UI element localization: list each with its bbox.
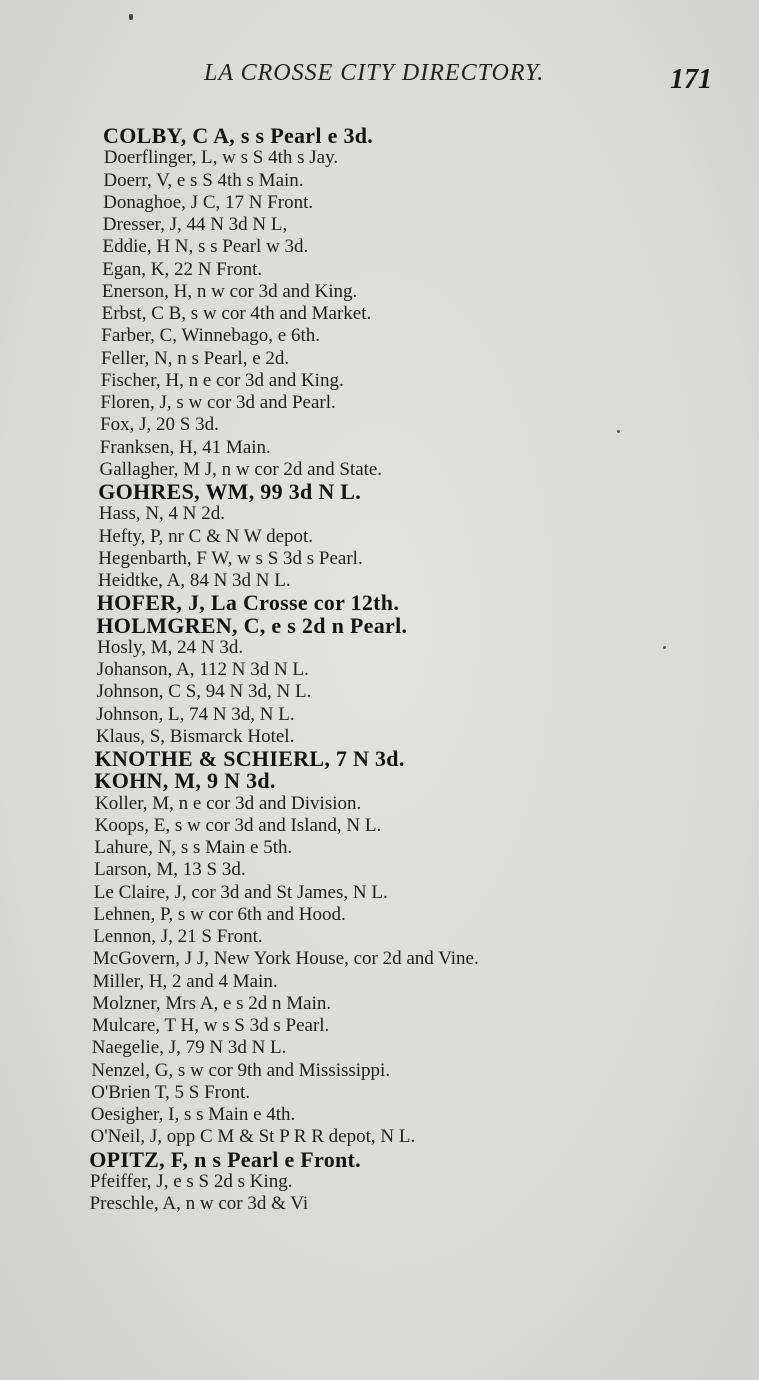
directory-entry: Naegelie, J, 79 N 3d N L. (91, 1037, 287, 1059)
directory-entry: Fox, J, 20 S 3d. (100, 414, 219, 436)
directory-entry-bold: GOHRES, WM, 99 3d N L. (98, 479, 362, 504)
directory-entry: Hefty, P, nr C & N W depot. (98, 525, 314, 547)
directory-entry: Fischer, H, n e cor 3d and King. (100, 369, 344, 391)
print-dot (663, 646, 666, 649)
directory-entry: Egan, K, 22 N Front. (102, 258, 263, 280)
directory-entry-bold: HOLMGREN, C, e s 2d n Pearl. (96, 612, 408, 638)
directory-entry: Gallagher, M J, n w cor 2d and State. (99, 458, 383, 480)
directory-entry-bold: OPITZ, F, n s Pearl e Front. (89, 1146, 361, 1172)
directory-entry: Johnson, C S, 94 N 3d, N L. (96, 681, 312, 703)
directory-entry: Franksen, H, 41 Main. (99, 436, 271, 458)
directory-entry: Johnson, L, 74 N 3d, N L. (96, 703, 295, 725)
directory-entry: Hosly, M, 24 N 3d. (97, 636, 244, 658)
directory-entry: Doerr, V, e s S 4th s Main. (103, 169, 304, 191)
directory-entry: Koops, E, s w cor 3d and Island, N L. (94, 814, 382, 836)
ink-speck (129, 14, 133, 20)
directory-entry-bold: KOHN, M, 9 N 3d. (94, 768, 276, 794)
directory-entry: Nenzel, G, s w cor 9th and Mississippi. (91, 1059, 391, 1081)
directory-entry: Enerson, H, n w cor 3d and King. (101, 280, 358, 302)
directory-entry: Donaghoe, J C, 17 N Front. (103, 191, 314, 213)
directory-entry: Preschle, A, n w cor 3d & Vi (89, 1193, 309, 1214)
directory-entry: Dresser, J, 44 N 3d N L, (102, 214, 288, 235)
page-title: LA CROSSE CITY DIRECTORY. (204, 60, 545, 86)
directory-entry: Le Claire, J, cor 3d and St James, N L. (93, 881, 388, 903)
directory-entry: Eddie, H N, s s Pearl w 3d. (102, 236, 309, 258)
directory-entry: Oesigher, I, s s Main e 4th. (90, 1104, 296, 1125)
directory-entry: Farber, C, Winnebago, e 6th. (101, 325, 320, 347)
directory-entry: Koller, M, n e cor 3d and Division. (95, 792, 362, 814)
directory-entry-bold: COLBY, C A, s s Pearl e 3d. (103, 123, 374, 148)
directory-entry: O'Neil, J, opp C M & St P R R depot, N L. (90, 1126, 416, 1148)
directory-entry: Larson, M, 13 S 3d. (94, 859, 246, 881)
directory-entry: Erbst, C B, s w cor 4th and Market. (101, 303, 372, 324)
page-number: 171 (670, 64, 712, 95)
directory-entry: Johanson, A, 112 N 3d N L. (96, 659, 309, 680)
directory-entry: O'Brien T, 5 S Front. (91, 1081, 251, 1103)
directory-entry: Miller, H, 2 and 4 Main. (92, 970, 278, 992)
directory-entry: Hass, N, 4 N 2d. (98, 503, 226, 525)
directory-entry: Molzner, Mrs A, e s 2d n Main. (92, 992, 332, 1014)
directory-entry: Klaus, S, Bismarck Hotel. (95, 725, 295, 747)
directory-entry: Pfeiffer, J, e s S 2d s King. (89, 1170, 293, 1192)
directory-entry: Lehnen, P, s w cor 6th and Hood. (93, 903, 346, 925)
running-head (0, 60, 759, 94)
directory-entry: Floren, J, s w cor 3d and Pearl. (100, 392, 336, 413)
directory-entry: Lahure, N, s s Main e 5th. (94, 837, 293, 858)
directory-entry: Heidtke, A, 84 N 3d N L. (98, 570, 291, 591)
print-dot (617, 430, 620, 433)
directory-entry: Hegenbarth, F W, w s S 3d s Pearl. (98, 547, 363, 569)
directory-entry: Mulcare, T H, w s S 3d s Pearl. (92, 1015, 330, 1036)
directory-entry: Doerflinger, L, w s S 4th s Jay. (103, 147, 339, 169)
directory-entry: Feller, N, n s Pearl, e 2d. (101, 347, 290, 369)
directory-entry: McGovern, J J, New York House, cor 2d and Vine. (92, 948, 479, 970)
directory-entry-bold: KNOTHE & SCHIERL, 7 N 3d. (94, 746, 405, 771)
directory-entry-bold: HOFER, J, La Crosse cor 12th. (96, 590, 400, 616)
directory-entry: Lennon, J, 21 S Front. (93, 926, 263, 947)
